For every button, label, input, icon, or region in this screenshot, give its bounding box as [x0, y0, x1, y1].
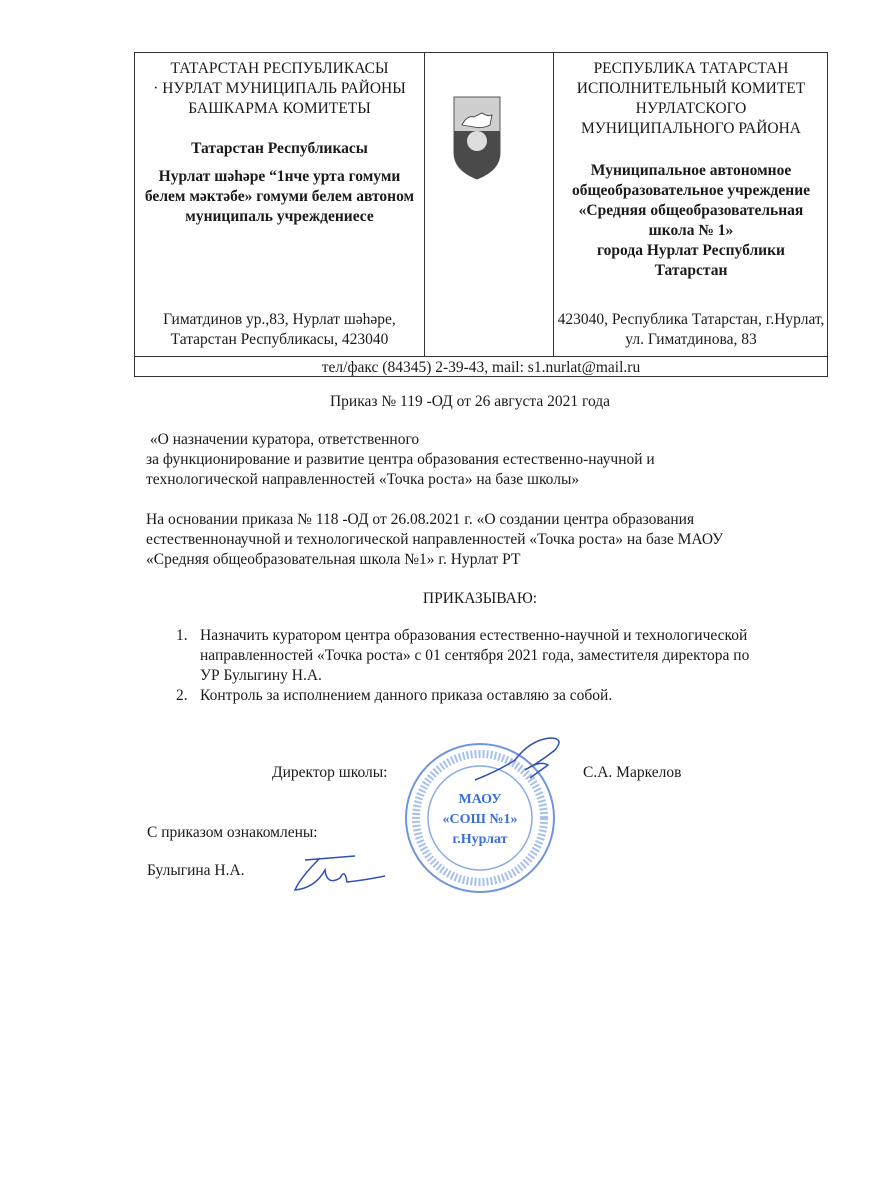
header-line: ТАТАРСТАН РЕСПУБЛИКАСЫ	[170, 60, 389, 77]
header-line: ИСПОЛНИТЕЛЬНЫЙ КОМИТЕТ	[576, 80, 806, 97]
header-bold-line: Нурлат шәһәре “1нче урта гомуми	[158, 168, 401, 185]
order-item	[176, 626, 749, 686]
header-bold-line: белем мәктәбе» гомуми белем автоном	[144, 188, 415, 205]
header-bold-line: общеобразовательное учреждение	[571, 182, 811, 199]
order-basis	[146, 510, 723, 570]
address-line: Гиматдинов ур.,83, Нурлат шәһәре,	[163, 311, 396, 328]
stamp-line: г.Нурлат	[452, 832, 508, 847]
order-item	[176, 686, 749, 706]
header-line: РЕСПУБЛИКА ТАТАРСТАН	[593, 60, 789, 77]
director-signature	[470, 730, 580, 790]
subject-line: технологической направленностей «Точка роста» на базе школы»	[146, 471, 580, 488]
item-line: направленностей «Точка роста» с 01 сентября 2021 года, заместителя директора по	[200, 647, 750, 664]
director-label: Директор школы:	[272, 764, 388, 781]
letterhead-tatar	[135, 53, 425, 356]
item-line: Назначить куратором центра образования естественно-научной и технологической	[200, 627, 748, 644]
header-line: НУРЛАТСКОГО	[635, 100, 747, 117]
item-line: УР Булыгину Н.А.	[200, 667, 322, 684]
header-bold-line: Татарстан	[654, 262, 728, 279]
coat-of-arms-icon	[452, 95, 502, 185]
header-bold-line: муниципаль учреждениесе	[185, 208, 374, 225]
subject-line: «О назначении куратора, ответственного	[146, 431, 420, 448]
header-bold-title: Татарстан Республикасы	[191, 140, 368, 157]
header-line: БАШКАРМА КОМИТЕТЫ	[188, 100, 371, 117]
header-line: · НУРЛАТ МУНИЦИПАЛЬ РАЙОНЫ	[153, 80, 406, 97]
acquainted-name: Булыгина Н.А.	[147, 862, 245, 879]
basis-line: На основании приказа № 118 -ОД от 26.08.2021 г. «О создании центра образования	[146, 511, 695, 528]
address-line: 423040, Республика Татарстан, г.Нурлат,	[557, 311, 825, 328]
basis-line: естественнонаучной и технологической направленностей «Точка роста» на базе МАОУ	[146, 531, 724, 548]
letterhead-table	[134, 52, 828, 377]
order-items	[176, 626, 749, 706]
contacts-row: тел/факс (84345) 2-39-43, mail: s1.nurlat@mail.ru	[135, 356, 827, 378]
item-number: 2.	[176, 687, 188, 704]
stamp-line: «СОШ №1»	[442, 812, 518, 827]
subject-line: за функционирование и развитие центра образования естественно-научной и	[146, 451, 655, 468]
header-bold-line: города Нурлат Республики	[597, 242, 785, 259]
item-number: 1.	[176, 627, 188, 644]
item-line: Контроль за исполнением данного приказа оставляю за собой.	[200, 687, 613, 704]
header-line: МУНИЦИПАЛЬНОГО РАЙОНА	[581, 120, 801, 137]
address-line: Татарстан Республикасы, 423040	[170, 331, 389, 348]
emblem-cell	[425, 53, 554, 356]
address-line: ул. Гиматдинова, 83	[625, 331, 757, 348]
order-title: Приказ № 119 -ОД от 26 августа 2021 года	[329, 393, 611, 410]
order-subject	[146, 430, 655, 490]
acquainted-signature	[285, 848, 395, 898]
header-bold-line: Муниципальное автономное	[590, 162, 792, 179]
basis-line: «Средняя общеобразовательная школа №1» г. Нурлат РТ	[146, 551, 521, 568]
acquainted-label: С приказом ознакомлены:	[147, 824, 318, 841]
decree-heading: ПРИКАЗЫВАЮ:	[422, 590, 538, 607]
director-name: С.А. Маркелов	[583, 764, 682, 781]
stamp-line: МАОУ	[458, 792, 502, 807]
letterhead-russian	[554, 53, 828, 356]
header-bold-line: школа № 1»	[648, 222, 734, 239]
header-bold-line: «Средняя общеобразовательная	[578, 202, 804, 219]
